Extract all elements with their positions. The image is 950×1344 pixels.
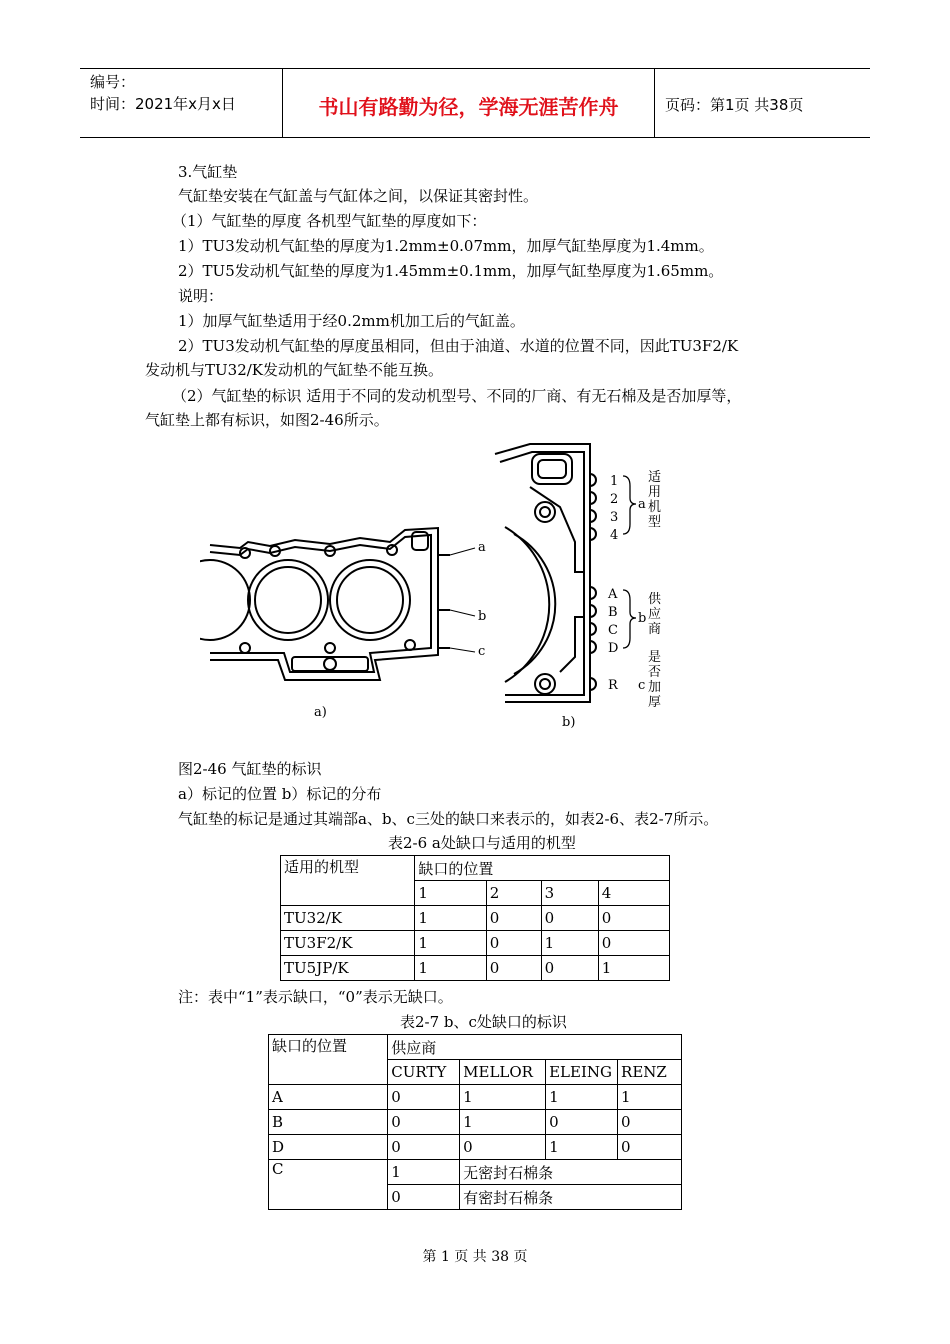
figure-subcaption: a）标记的位置 b）标记的分布 — [178, 785, 382, 803]
table2-caption: 表2-7 b、c处缺口的标识 — [400, 1013, 567, 1031]
notch-label-3: 3 — [610, 510, 619, 525]
brace-label-c: c — [638, 678, 646, 693]
notch-label-R: R — [608, 678, 618, 693]
marker-a: a — [478, 540, 486, 555]
table-suppliers — [268, 1034, 682, 1210]
table2-cell: D — [269, 1135, 388, 1160]
paragraph: （2）气缸垫的标识 适用于不同的发动机型号、不同的厂商、有无石棉及是否加厚等， — [172, 387, 742, 405]
figure-caption: 图2-46 气缸垫的标识 — [178, 760, 322, 778]
table1-cell: 0 — [486, 956, 541, 981]
paragraph: 气缸垫安装在气缸盖与气缸体之间，以保证其密封性。 — [178, 187, 539, 205]
table-row — [269, 1160, 682, 1185]
subfigure-label-a: a) — [314, 705, 327, 720]
table-note: 注：表中“1”表示缺口，“0”表示无缺口。 — [178, 988, 453, 1006]
header-meta — [80, 69, 283, 137]
header-number: 编号： — [90, 73, 136, 91]
table1-col: 3 — [541, 881, 598, 906]
table2-cell: 0 — [546, 1110, 618, 1135]
table1-cell: 0 — [541, 956, 598, 981]
table1-cell: 0 — [541, 906, 598, 931]
table1-col: 2 — [486, 881, 541, 906]
table-row — [281, 931, 670, 956]
paragraph: 1）加厚气缸垫适用于经0.2mm机加工后的气缸盖。 — [178, 312, 525, 330]
side-label-thickened: 是否加厚 — [648, 650, 662, 710]
subfigure-label-b: b) — [562, 715, 576, 730]
marker-c: c — [478, 644, 486, 659]
table2-cell: 1 — [618, 1085, 682, 1110]
table1-cell: 1 — [415, 906, 486, 931]
notch-label-1: 1 — [610, 474, 619, 489]
table2-cell: 0 — [388, 1085, 460, 1110]
table2-cell: 1 — [546, 1135, 618, 1160]
table-row — [269, 1085, 682, 1110]
notch-label-B: B — [608, 605, 618, 620]
table2-cell: 0 — [388, 1135, 460, 1160]
table2-col: ELEING — [546, 1060, 618, 1085]
table2-col: MELLOR — [460, 1060, 546, 1085]
table2-cell: C — [269, 1160, 388, 1210]
table2-cell: 有密封石棉条 — [460, 1185, 682, 1210]
table1-cell: 1 — [598, 956, 669, 981]
notch-label-2: 2 — [610, 492, 619, 507]
table2-cell: 0 — [618, 1110, 682, 1135]
marker-b: b — [478, 609, 487, 624]
table-row — [281, 956, 670, 981]
table-row — [269, 1110, 682, 1135]
notch-label-C: C — [608, 623, 618, 638]
table2-cell: 无密封石棉条 — [460, 1160, 682, 1185]
table2-cell: A — [269, 1085, 388, 1110]
table2-header-supplier: 供应商 — [388, 1035, 682, 1060]
table1-cell: 1 — [415, 931, 486, 956]
table-row — [281, 906, 670, 931]
notch-label-A: A — [608, 587, 618, 602]
table1-caption: 表2-6 a处缺口与适用的机型 — [388, 834, 576, 852]
paragraph: 说明： — [178, 287, 224, 305]
table-models — [280, 855, 670, 981]
table1-cell: TU5JP/K — [281, 956, 415, 981]
table1-cell: TU32/K — [281, 906, 415, 931]
paragraph: 1）TU3发动机气缸垫的厚度为1.2mm±0.07mm，加厚气缸垫厚度为1.4mm。 — [178, 237, 714, 255]
side-label-applicable-models: 适用机型 — [648, 470, 662, 530]
table2-cell: 0 — [460, 1135, 546, 1160]
table1-header-notch: 缺口的位置 — [415, 856, 670, 881]
paragraph: （1）气缸垫的厚度 各机型气缸垫的厚度如下： — [172, 212, 487, 230]
table2-col: CURTY — [388, 1060, 460, 1085]
table1-cell: 0 — [598, 906, 669, 931]
table2-cell: 0 — [388, 1110, 460, 1135]
header-page: 页码：第1页 共38页 — [665, 96, 804, 114]
paragraph: 发动机与TU32/K发动机的气缸垫不能互换。 — [145, 361, 443, 379]
paragraph: 气缸垫上都有标识，如图2-46所示。 — [145, 411, 389, 429]
table2-cell: 0 — [388, 1185, 460, 1210]
header-motto-cell — [283, 69, 655, 137]
table1-cell: 0 — [486, 931, 541, 956]
table2-cell: 0 — [618, 1135, 682, 1160]
header-time: 时间：2021年x月x日 — [90, 95, 236, 113]
brace-label-a: a — [638, 497, 646, 512]
table2-cell: 1 — [546, 1085, 618, 1110]
figure-gasket-location — [200, 520, 500, 720]
table1-cell: 0 — [486, 906, 541, 931]
table1-cell: 0 — [598, 931, 669, 956]
table1-cell: 1 — [541, 931, 598, 956]
table2-cell: 1 — [388, 1160, 460, 1185]
table1-cell: 1 — [415, 956, 486, 981]
table2-header-notch: 缺口的位置 — [269, 1035, 388, 1085]
section-heading: 3.气缸垫 — [178, 163, 238, 181]
table2-cell: 1 — [460, 1110, 546, 1135]
table-row — [269, 1135, 682, 1160]
table1-col: 1 — [415, 881, 486, 906]
paragraph: 气缸垫的标记是通过其端部a、b、c三处的缺口来表示的，如表2-6、表2-7所示。 — [178, 810, 719, 828]
header-motto: 书山有路勤为径，学海无涯苦作舟 — [318, 95, 619, 119]
table1-col: 4 — [598, 881, 669, 906]
table2-col: RENZ — [618, 1060, 682, 1085]
paragraph: 2）TU3发动机气缸垫的厚度虽相同，但由于油道、水道的位置不同，因此TU3F2/K — [178, 337, 739, 355]
table2-cell: 1 — [460, 1085, 546, 1110]
notch-label-D: D — [608, 641, 619, 656]
table1-cell: TU3F2/K — [281, 931, 415, 956]
page-header — [80, 68, 870, 138]
notch-label-4: 4 — [610, 528, 619, 543]
figure-marker-distribution — [490, 442, 680, 732]
side-label-supplier: 供应商 — [648, 592, 662, 637]
table1-header-model: 适用的机型 — [281, 856, 415, 906]
brace-label-b: b — [638, 611, 647, 626]
table2-cell: B — [269, 1110, 388, 1135]
paragraph: 2）TU5发动机气缸垫的厚度为1.45mm±0.1mm，加厚气缸垫厚度为1.65mm。 — [178, 262, 724, 280]
page-footer: 第 1 页 共 38 页 — [422, 1249, 528, 1265]
